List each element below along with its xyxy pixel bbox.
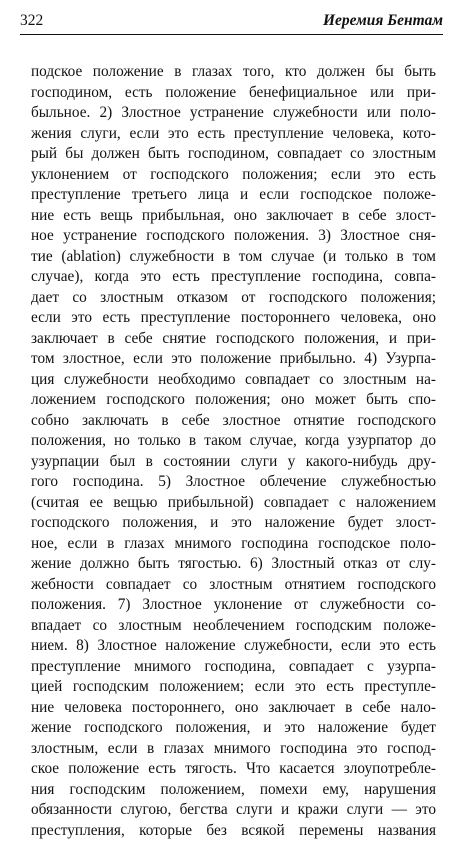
text-line: ния господским положением, помехи ему, нарушения (31, 780, 436, 801)
text-line: ция служебности необходимо совпадает со злостным на- (31, 370, 436, 391)
text-line: преступления, которые без всякой перемены названия (31, 821, 436, 841)
text-line: впадает со злостным необлечением господским положе- (31, 616, 436, 637)
text-line: уклонением от господского положения; если это есть (31, 165, 436, 186)
text-line: ное устранение господского положения. 3) Злостное сня- (31, 226, 436, 247)
text-line: том злостное, если это положение прибыльно. 4) Узурпа- (31, 349, 436, 370)
text-line: жения слуги, если это есть преступление человека, кото- (31, 124, 436, 145)
text-line: преступление мнимого господина, совпадает с узурпа- (31, 657, 436, 678)
text-line: ложением господского положения; оно может быть спо- (31, 390, 436, 411)
text-line: положения, но только в таком случае, когда узурпатор до (31, 431, 436, 452)
text-line: тие (ablation) служебности в том случае (и только в том (31, 247, 436, 268)
text-line: рый бы должен быть господином, совпадает со злостным (31, 144, 436, 165)
text-line: нием. 8) Злостное наложение служебности, если это есть (31, 636, 436, 657)
text-line: цией господским положением; если это есть преступле- (31, 677, 436, 698)
running-head: Иеремия Бентам (323, 12, 443, 30)
body-text (31, 62, 436, 841)
text-line: ние есть вещь прибыльная, оно заключает в себе злост- (31, 206, 436, 227)
text-line: ное, если в глазах мнимого господина господское поло- (31, 534, 436, 555)
text-line: преступление третьего лица и если господское положе- (31, 185, 436, 206)
text-line: злостным, если в глазах мнимого господина это господ- (31, 739, 436, 760)
text-line: (считая ее вещью прибыльной) совпадает с наложением (31, 493, 436, 514)
text-line: жение господского положения, и это наложение будет (31, 718, 436, 739)
text-line: господского положения, и это наложение будет злост- (31, 513, 436, 534)
text-line: узурпации был в состоянии слуги у какого-нибудь дру- (31, 452, 436, 473)
text-line: господином, есть положение бенефициальное или при- (31, 83, 436, 104)
text-line: ское положение есть тягость. Что касается злоупотребле- (31, 759, 436, 780)
text-line: положения. 7) Злостное уклонение от служебности со- (31, 595, 436, 616)
page-header (20, 10, 443, 35)
text-line: если это есть преступление постороннего человека, оно (31, 308, 436, 329)
text-line: жение должно быть тягостью. 6) Злостный отказ от слу- (31, 554, 436, 575)
text-line: быльное. 2) Злостное устранение служебности или поло- (31, 103, 436, 124)
text-line: жебности совпадает со злостным отнятием господского (31, 575, 436, 596)
page-number: 322 (20, 12, 43, 30)
text-line: дает со злостным отказом от господского положения; (31, 288, 436, 309)
text-line: ние человека постороннего, оно заключает в себе нало- (31, 698, 436, 719)
text-line: подское положение в глазах того, кто должен бы быть (31, 62, 436, 83)
text-line: обязанности слугою, бегства слуги и кражи слуги — это (31, 800, 436, 821)
text-line: собно заключать в себе злостное отнятие господского (31, 411, 436, 432)
text-line: случае), когда это есть преступление господина, совпа- (31, 267, 436, 288)
text-line: заключает в себе снятие господского положения, и при- (31, 329, 436, 350)
text-line: гого господина. 5) Злостное облечение служебностью (31, 472, 436, 493)
